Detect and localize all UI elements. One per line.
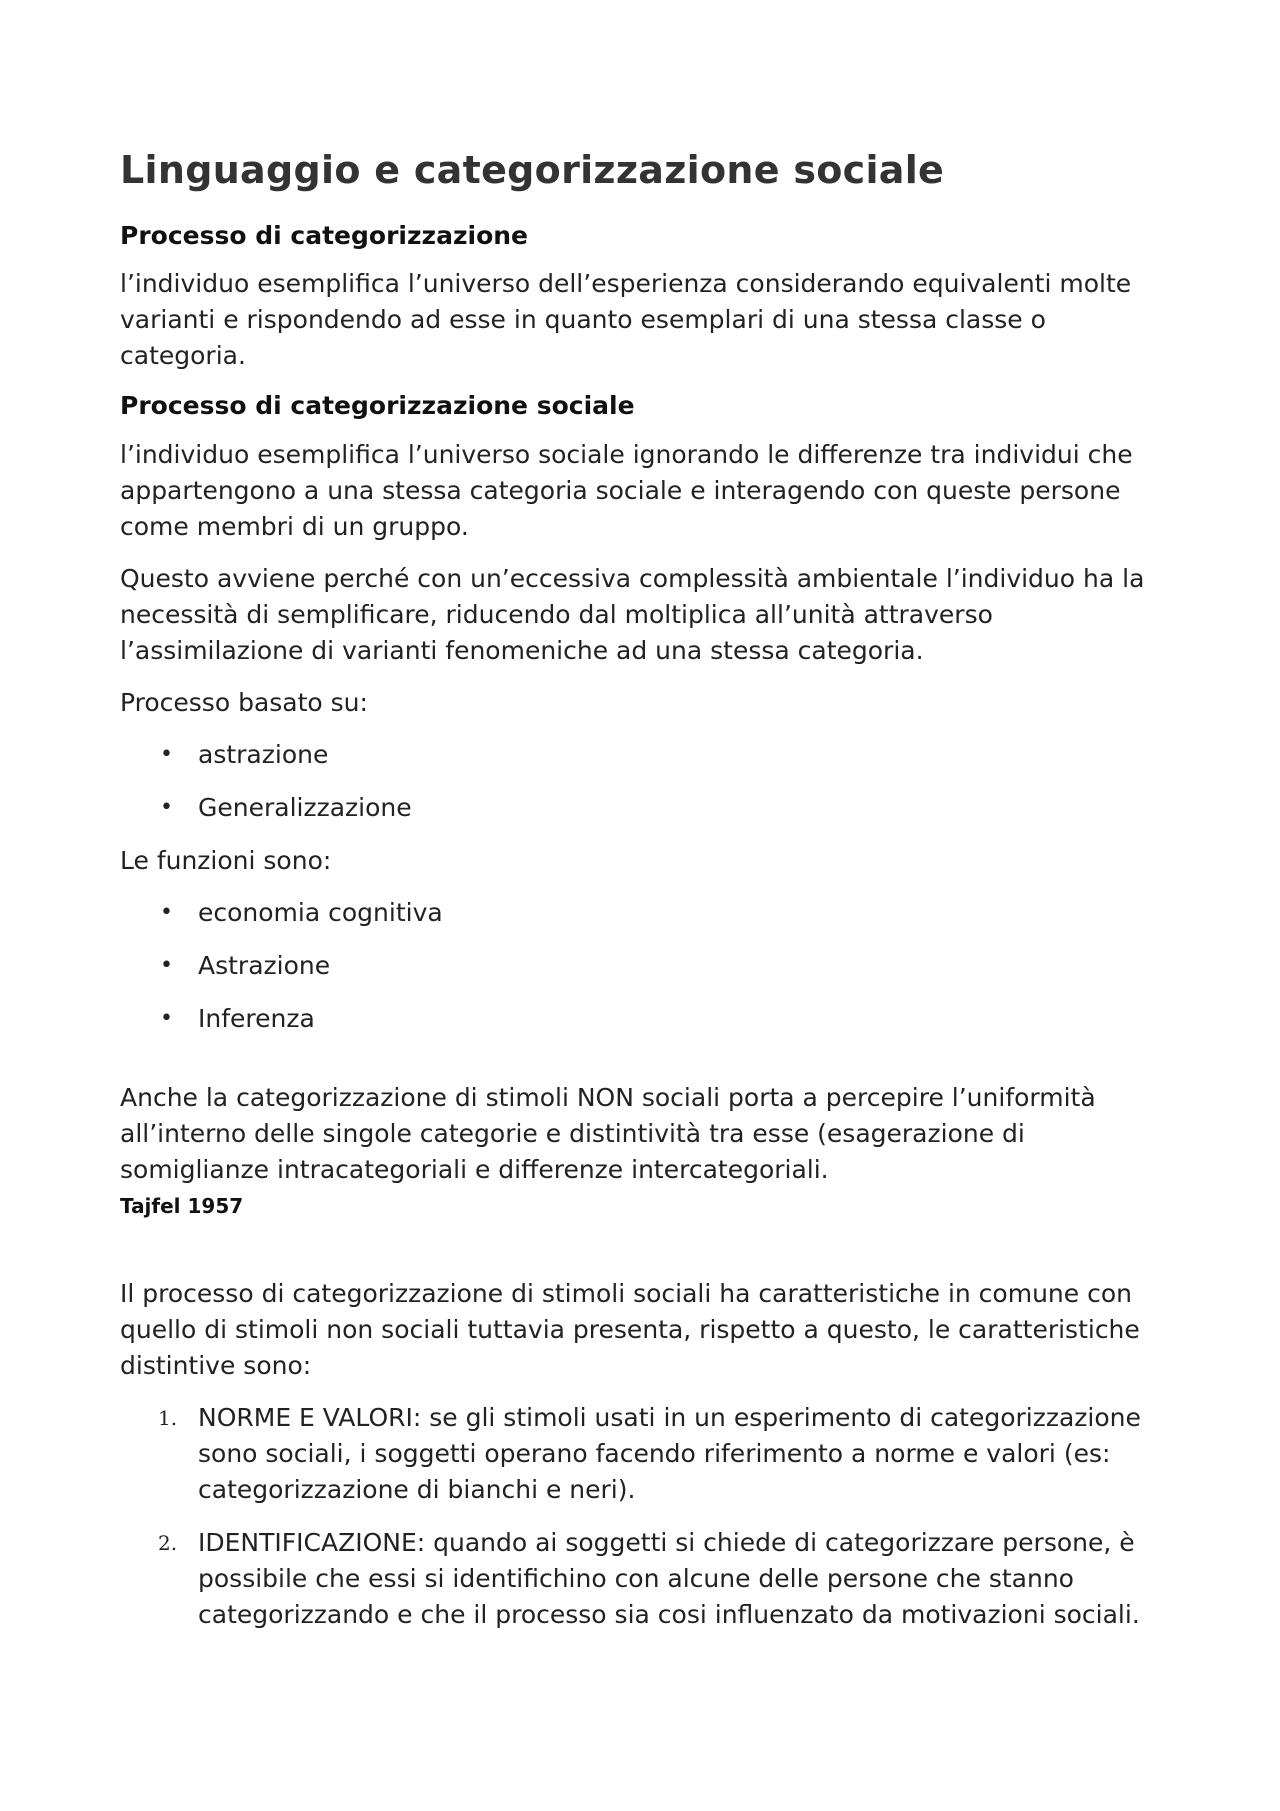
nonsocial-stimuli-paragraph: Anche la categorizzazione di stimoli NON sociali porta a percepire l’uniformità all’interno delle singole categorie e distintività tra esse (esagerazione di somiglianze intracategoriali e differenze intercategoriali.	[120, 1082, 1096, 1184]
list-item-text: economia cognitiva	[198, 897, 443, 927]
section-heading-social-categorization: Processo di categorizzazione sociale	[120, 391, 635, 421]
spacer	[120, 1054, 1160, 1080]
bullet-icon: •	[160, 899, 173, 925]
list-item	[120, 737, 1160, 773]
list-item-text: astrazione	[198, 739, 329, 769]
list-item	[120, 1525, 1160, 1633]
bullet-icon: •	[160, 1005, 173, 1031]
list-number: 2.	[158, 1530, 178, 1555]
list-number: 1.	[158, 1405, 178, 1430]
list-item	[120, 1400, 1160, 1508]
social-stimuli-paragraph: Il processo di categorizzazione di stimoli sociali ha caratteristiche in comune con quello di stimoli non sociali tuttavia presenta, rispetto a questo, le caratteristiche distintive sono:	[120, 1278, 1140, 1380]
bullet-icon: •	[160, 794, 173, 820]
functions-intro: Le funzioni sono:	[120, 845, 332, 875]
section-heading-categorization: Processo di categorizzazione	[120, 220, 528, 250]
complexity-paragraph: Questo avviene perché con un’eccessiva complessità ambientale l’individuo ha la necessità di semplificare, riducendo dal moltiplica all’unità attraverso l’assimilazione di varianti fenomeniche ad una stessa categoria.	[120, 563, 1145, 665]
basis-intro: Processo basato su:	[120, 687, 368, 717]
distinctive-features-list	[120, 1400, 1160, 1633]
bullet-icon: •	[160, 952, 173, 978]
list-item	[120, 948, 1160, 984]
list-item-text: Astrazione	[198, 950, 331, 980]
list-item-text: Generalizzazione	[198, 792, 412, 822]
list-item-text: Inferenza	[198, 1003, 315, 1033]
list-item-text: NORME E VALORI: se gli stimoli usati in un esperimento di categorizzazione sono sociali, i soggetti operano facendo riferimento a norme e valori (es: categorizzazione di bianchi e neri).	[198, 1402, 1141, 1504]
list-item	[120, 895, 1160, 931]
document-page	[120, 148, 1160, 1650]
list-item	[120, 1001, 1160, 1037]
bullet-icon: •	[160, 741, 173, 767]
list-item-text: IDENTIFICAZIONE: quando ai soggetti si chiede di categorizzare persone, è possibile che essi si identifichino con alcune delle persone che stanno categorizzando e che il processo sia cosi influenzato da motivazioni sociali.	[198, 1527, 1140, 1629]
document-title: Linguaggio e categorizzazione sociale	[120, 148, 945, 192]
list-item	[120, 790, 1160, 826]
functions-list	[120, 895, 1160, 1037]
citation-source: Tajfel 1957	[120, 1193, 244, 1218]
basis-list	[120, 737, 1160, 826]
social-categorization-definition: l’individuo esemplifica l’universo sociale ignorando le differenze tra individui che appartengono a una stessa categoria sociale e interagendo con queste persone come membri di un gruppo.	[120, 439, 1133, 541]
categorization-definition: l’individuo esemplifica l’universo dell’esperienza considerando equivalenti molte varianti e rispondendo ad esse in quanto esemplari di una stessa classe o categoria.	[120, 269, 1132, 371]
